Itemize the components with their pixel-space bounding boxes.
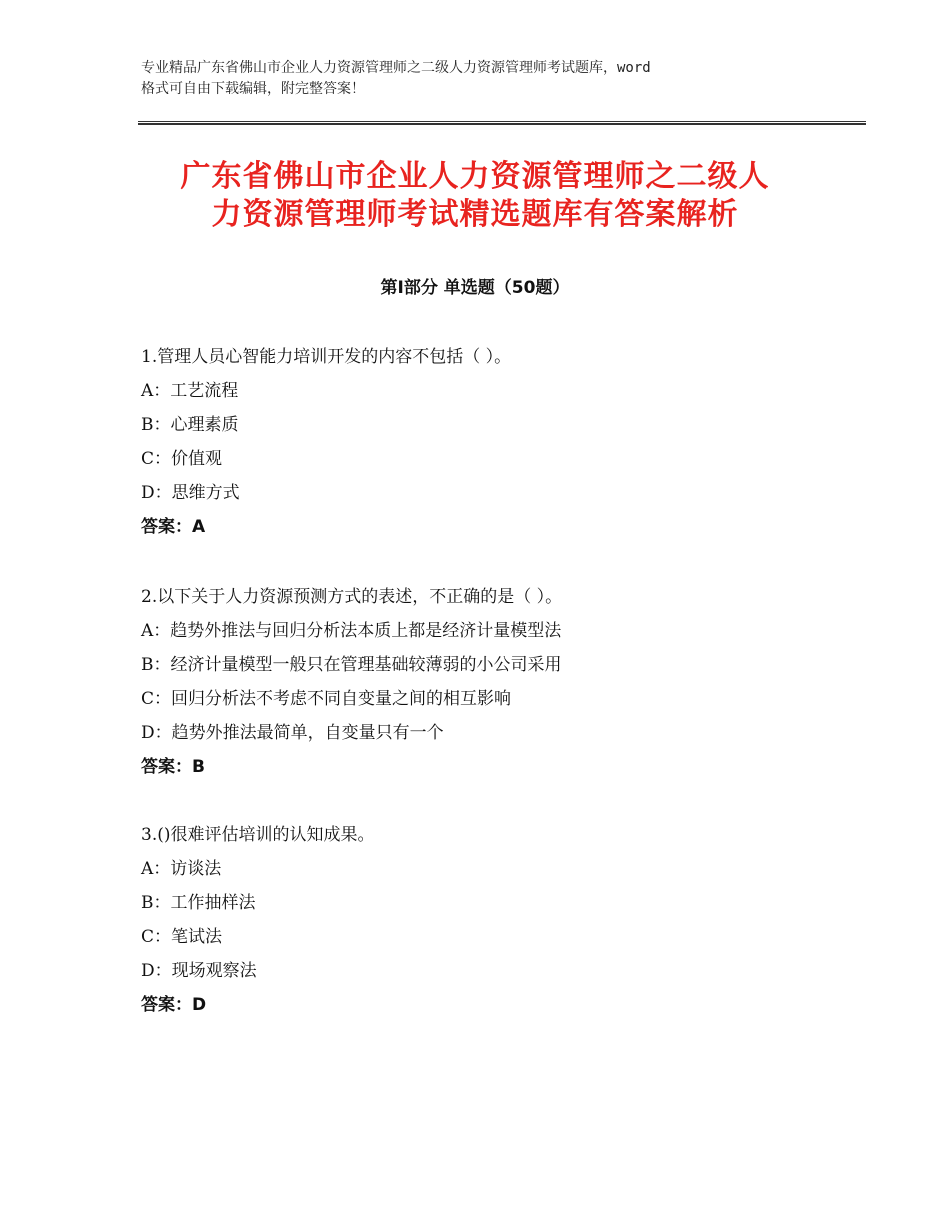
header-note-line-1: 专业精品广东省佛山市企业人力资源管理师之二级人力资源管理师考试题库，word <box>141 60 651 76</box>
header-note-line-2: 格式可自由下载编辑，附完整答案！ <box>141 81 365 97</box>
question-2 <box>141 580 861 784</box>
section-heading: 第Ⅰ部分 单选题（50题） <box>380 278 570 298</box>
option-a: A：访谈法 <box>141 859 222 879</box>
answer: 答案：D <box>141 995 207 1015</box>
option-d: D：思维方式 <box>141 483 240 503</box>
question-stem: 1.管理人员心智能力培训开发的内容不包括（ ）。 <box>141 347 512 367</box>
option-a: A：工艺流程 <box>141 381 239 401</box>
header-note <box>141 58 841 100</box>
option-b: B：心理素质 <box>141 415 239 435</box>
header-divider <box>138 121 866 126</box>
option-d: D：趋势外推法最简单，自变量只有一个 <box>141 723 444 743</box>
option-c: C：回归分析法不考虑不同自变量之间的相互影响 <box>141 689 512 709</box>
question-1 <box>141 340 861 544</box>
question-stem: 3.()很难评估培训的认知成果。 <box>141 825 375 845</box>
answer: 答案：B <box>141 757 205 777</box>
answer: 答案：A <box>141 517 206 537</box>
option-a: A：趋势外推法与回归分析法本质上都是经济计量模型法 <box>141 621 562 641</box>
document-title <box>120 158 830 234</box>
question-stem: 2.以下关于人力资源预测方式的表述，不正确的是（ ）。 <box>141 587 563 607</box>
option-c: C：笔试法 <box>141 927 223 947</box>
option-b: B：工作抽样法 <box>141 893 256 913</box>
document-title-line-2: 力资源管理师考试精选题库有答案解析 <box>211 197 739 232</box>
option-b: B：经济计量模型一般只在管理基础较薄弱的小公司采用 <box>141 655 562 675</box>
document-title-line-1: 广东省佛山市企业人力资源管理师之二级人 <box>180 159 770 194</box>
option-c: C：价值观 <box>141 449 223 469</box>
option-d: D：现场观察法 <box>141 961 257 981</box>
question-3 <box>141 818 861 1022</box>
